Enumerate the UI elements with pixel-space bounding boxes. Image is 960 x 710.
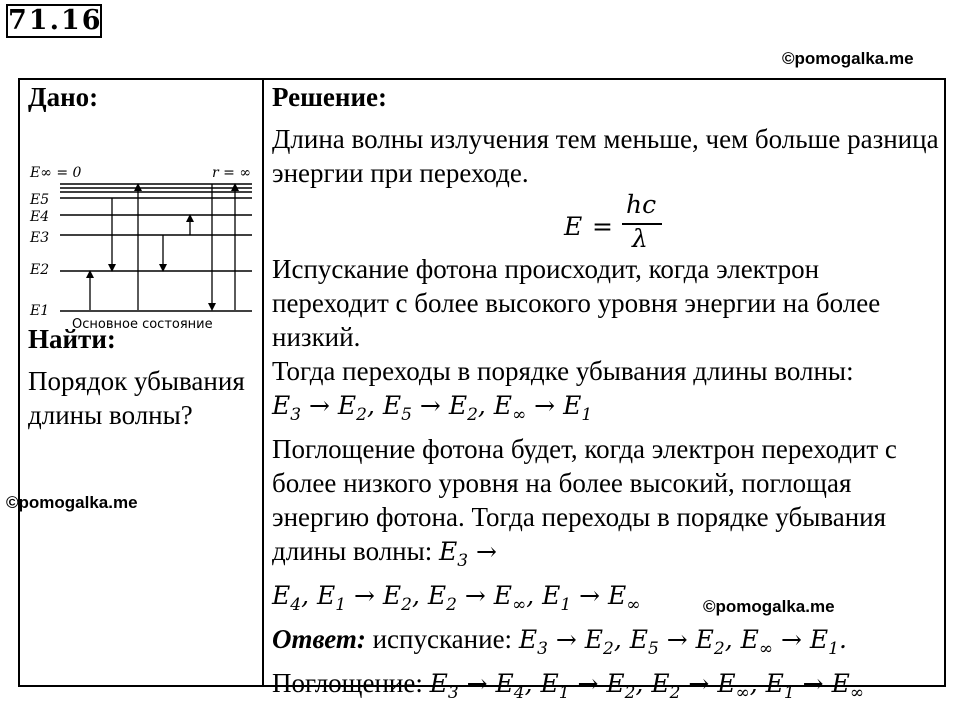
level-label-4: E4	[30, 209, 50, 225]
answer-label: Ответ:	[272, 624, 366, 654]
absorption-order: $E_4$, $E_1 \to E_2$, $E_2 \to E_\infty$, $E_1 \to E_\infty$	[272, 581, 641, 615]
formula-denominator: λ	[632, 224, 648, 253]
answer-absorption: Поглощение: $E_3 \to E_4$, $E_1 \to E_2$, $E_2 \to E_\infty$, $E_1 \to E_\infty$	[272, 668, 864, 703]
level-label-inf: E∞ = 0	[30, 165, 82, 181]
formula-numerator: hc	[626, 190, 657, 219]
formula-equals: =	[592, 212, 613, 241]
problem-number: 71.16	[8, 5, 103, 36]
column-divider	[262, 78, 264, 687]
solution-paragraph-3: Тогда переходы в порядке убывания длины волны:	[272, 356, 854, 386]
ground-state-caption: Основное состояние	[72, 317, 213, 332]
given-header: Дано:	[28, 82, 99, 112]
level-label-5: E5	[30, 192, 50, 208]
watermark-left: ©pomogalka.me	[6, 493, 138, 512]
answer-emission: Ответ: испускание: $E_3 \to E_2$, $E_5 \to E_2$, $E_\infty \to E_1$.	[272, 624, 847, 659]
find-header: Найти:	[28, 324, 116, 354]
level-label-2: E2	[30, 262, 50, 278]
energy-formula	[272, 190, 942, 252]
given-column	[20, 80, 260, 432]
r-infinity-label: r = ∞	[212, 165, 251, 181]
watermark-top: ©pomogalka.me	[782, 49, 914, 68]
solution-paragraph-4: Поглощение фотона будет, когда электрон переходит с более низкого уровня на более высокий, поглощая энергию фотона. Тогда переходы в порядке убывания длины волны: $E_3$ →	[272, 434, 897, 571]
emission-order: $E_3 \to E_2$, $E_5 \to E_2$, $E_\infty \to E_1$	[272, 391, 593, 425]
level-label-3: E3	[30, 230, 50, 246]
energy-level-diagram	[20, 114, 260, 332]
formula-lhs: E	[564, 212, 583, 241]
level-label-1: E1	[30, 303, 50, 319]
solution-paragraph-1: Длина волны излучения тем меньше, чем больше разница энергии при переходе.	[272, 124, 939, 188]
solution-header: Решение:	[272, 82, 387, 112]
solution-paragraph-2: Испускание фотона происходит, когда электрон переходит с более высокого уровня энергии на более низкий.	[272, 254, 881, 352]
watermark-bottom: ©pomogalka.me	[703, 597, 835, 616]
solution-column	[272, 80, 942, 710]
find-text: Порядок убывания длины волны?	[28, 366, 245, 430]
